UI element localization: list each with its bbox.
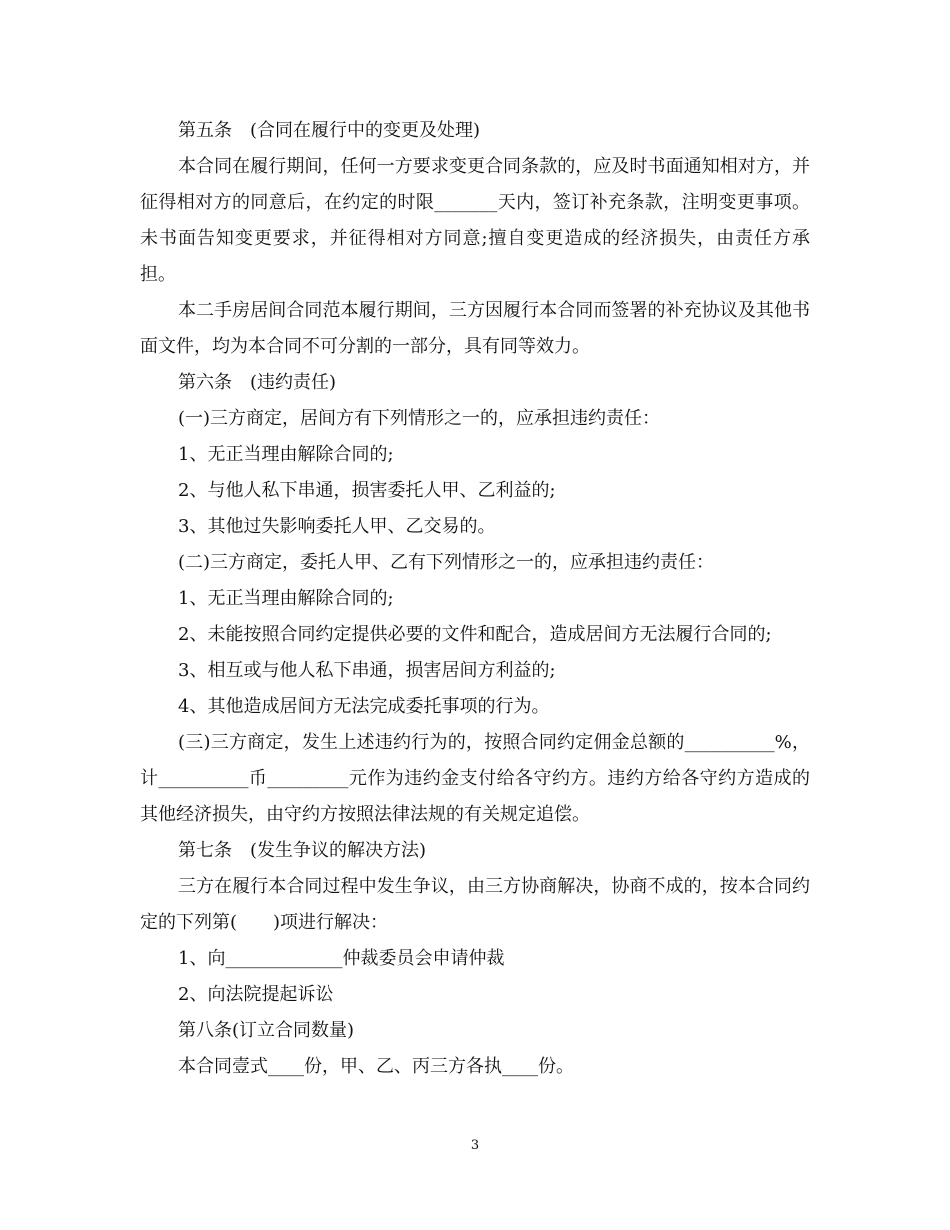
article-6-clause-3: (三)三方商定，发生上述违约行为的，按照合同约定佣金总额的__________%，计__________币_________元作为违约金支付给各守约方。违约方给各守约方造成的其他经济损失，由守约方按照法律法规的有关规定追偿。 — [140, 732, 810, 825]
article-5-paragraph-1: 本合同在履行期间，任何一方要求变更合同条款的，应及时书面通知相对方，并征得相对方的同意后，在约定的时限_______天内，签订补充条款，注明变更事项。未书面告知变更要求，并征得相对方同意;擅自变更造成的经济损失，由责任方承担。 — [140, 156, 810, 285]
article-8-heading: 第八条(订立合同数量) — [178, 1020, 355, 1041]
article-6-clause-2-item-1: 1、无正当理由解除合同的; — [178, 588, 394, 609]
article-6-heading: 第六条 (违约责任) — [178, 372, 337, 393]
article-8-paragraph: 本合同壹式____份，甲、乙、丙三方各执____份。 — [178, 1056, 574, 1077]
document-body — [140, 113, 810, 1085]
article-6-clause-1: (一)三方商定，居间方有下列情形之一的，应承担违约责任： — [178, 408, 661, 429]
article-5-paragraph-2: 本二手房居间合同范本履行期间，三方因履行本合同而签署的补充协议及其他书面文件，均为本合同不可分割的一部分，具有同等效力。 — [140, 300, 810, 357]
article-7-option-1: 1、向_____________仲裁委员会申请仲裁 — [178, 948, 505, 969]
article-6-clause-2-item-4: 4、其他造成居间方无法完成委托事项的行为。 — [178, 696, 550, 717]
article-5-heading: 第五条 (合同在履行中的变更及处理) — [178, 120, 481, 141]
article-6-clause-1-item-1: 1、无正当理由解除合同的; — [178, 444, 394, 465]
article-7-heading: 第七条 (发生争议的解决方法) — [178, 840, 427, 861]
article-7-option-2: 2、向法院提起诉讼 — [178, 984, 334, 1005]
article-6-clause-1-item-2: 2、与他人私下串通，损害委托人甲、乙利益的; — [178, 480, 556, 501]
article-7-paragraph: 三方在履行本合同过程中发生争议，由三方协商解决，协商不成的，按本合同约定的下列第( )项进行解决： — [140, 876, 810, 933]
article-6-clause-1-item-3: 3、其他过失影响委托人甲、乙交易的。 — [178, 516, 496, 537]
article-6-clause-2-item-3: 3、相互或与他人私下串通，损害居间方利益的; — [178, 660, 556, 681]
page-number: 3 — [470, 1138, 480, 1153]
article-6-clause-2: (二)三方商定，委托人甲、乙有下列情形之一的，应承担违约责任： — [178, 552, 715, 573]
article-6-clause-2-item-2: 2、未能按照合同约定提供必要的文件和配合，造成居间方无法履行合同的; — [178, 624, 772, 645]
